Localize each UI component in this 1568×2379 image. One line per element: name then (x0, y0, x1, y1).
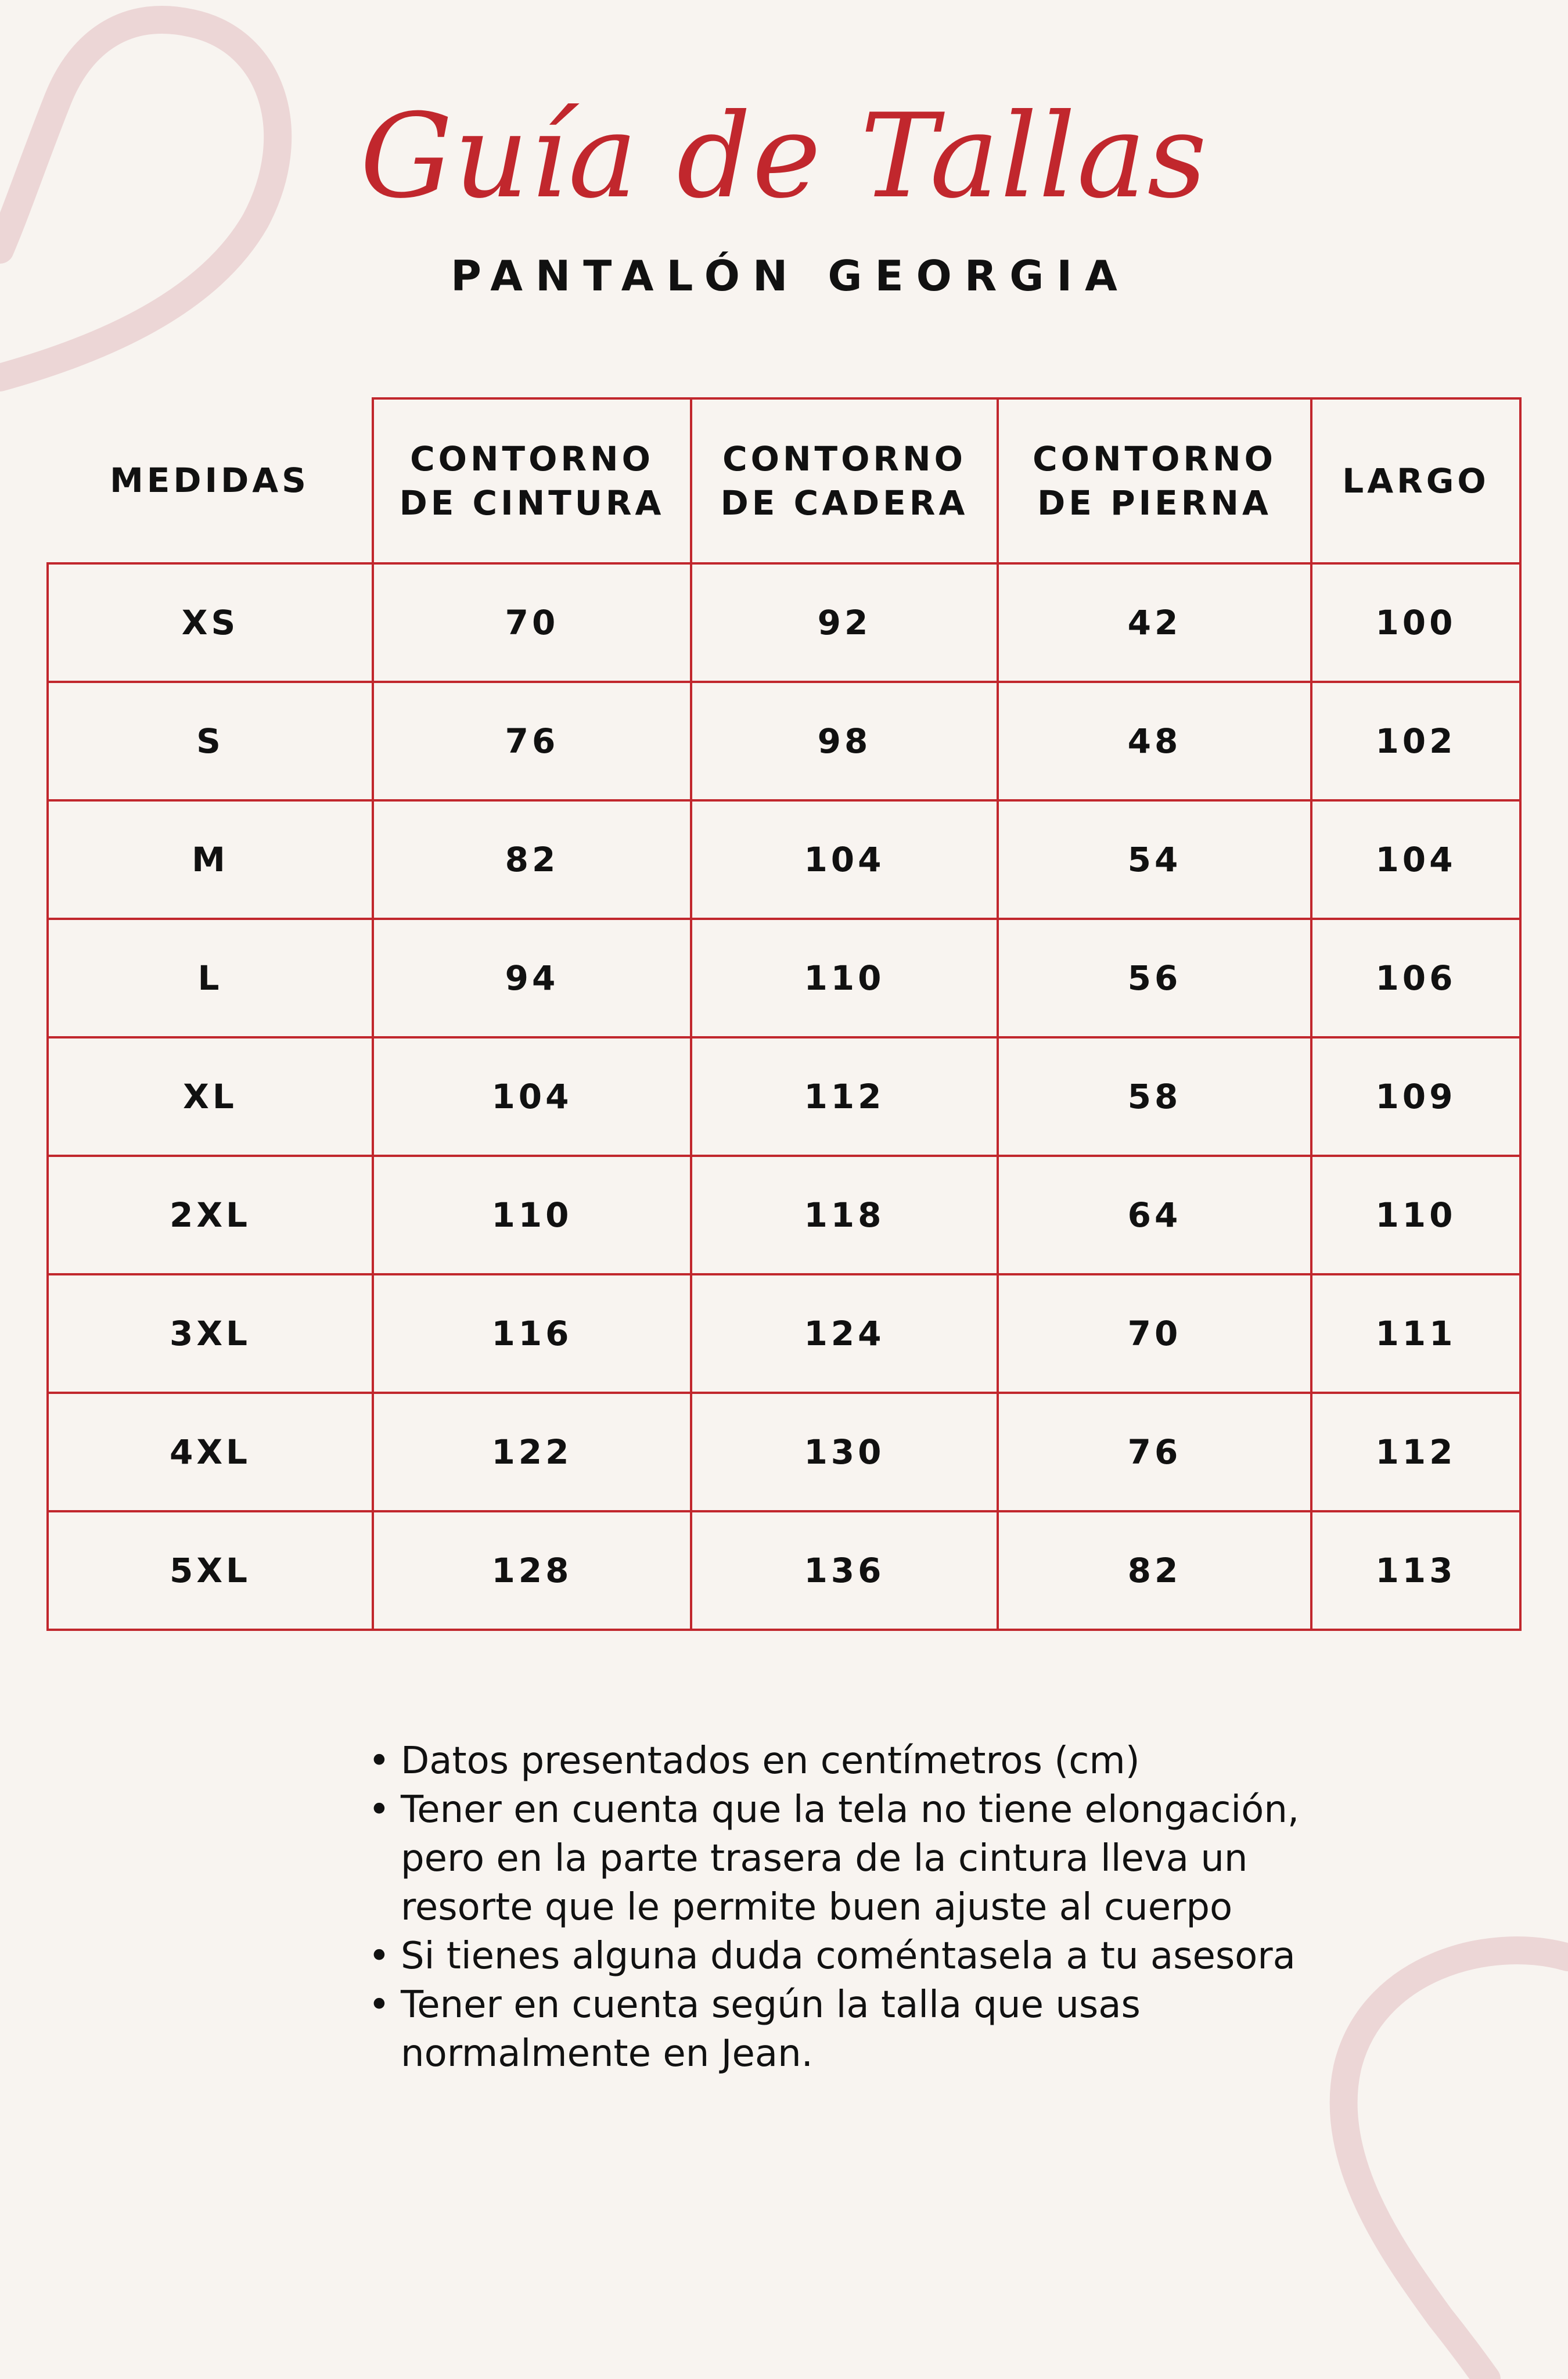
bullet-icon: • (368, 1788, 390, 1831)
size-label: 4XL (48, 1393, 373, 1511)
table-row (48, 563, 1520, 682)
table-cell: 100 (1311, 563, 1520, 682)
table-cell: 102 (1311, 682, 1520, 800)
size-label: 2XL (48, 1156, 373, 1274)
bullet-icon: • (368, 1983, 390, 2026)
size-chart-table (46, 397, 1522, 1631)
size-label: L (48, 919, 373, 1037)
product-name: PANTALÓN GEORGIA (451, 251, 1130, 300)
table-cell: 130 (691, 1393, 998, 1511)
note-item (368, 1737, 1307, 1785)
size-label: XS (48, 563, 373, 682)
table-cell: 104 (1311, 800, 1520, 919)
table-cell: 54 (998, 800, 1311, 919)
note-text: Tener en cuenta que la tela no tiene elongación, pero en la parte trasera de la cintura lleva un resorte que le permite buen ajuste al cuerpo (401, 1788, 1300, 1929)
size-label: 3XL (48, 1274, 373, 1393)
table-cell: 124 (691, 1274, 998, 1393)
table-cell: 82 (998, 1511, 1311, 1630)
table-cell: 76 (998, 1393, 1311, 1511)
table-row (48, 800, 1520, 919)
table-cell: 56 (998, 919, 1311, 1037)
bullet-icon: • (368, 1935, 390, 1978)
table-cell: 76 (373, 682, 691, 800)
table-cell: 94 (373, 919, 691, 1037)
table-cell: 111 (1311, 1274, 1520, 1393)
note-item (368, 1981, 1307, 2078)
table-cell: 118 (691, 1156, 998, 1274)
table-cell: 116 (373, 1274, 691, 1393)
table-cell: 98 (691, 682, 998, 800)
column-header: CONTORNO DE PIERNA (998, 398, 1311, 563)
table-cell: 104 (691, 800, 998, 919)
table-cell: 70 (998, 1274, 1311, 1393)
size-label: S (48, 682, 373, 800)
page-title: Guía de Tallas (359, 89, 1209, 224)
column-header: CONTORNO DE CADERA (691, 398, 998, 563)
table-cell: 109 (1311, 1037, 1520, 1156)
table-row (48, 1274, 1520, 1393)
column-header: MEDIDAS (48, 398, 373, 563)
size-label: 5XL (48, 1511, 373, 1630)
table-row (48, 1037, 1520, 1156)
table-row (48, 1393, 1520, 1511)
table-cell: 112 (1311, 1393, 1520, 1511)
table-row (48, 1156, 1520, 1274)
table-cell: 110 (691, 919, 998, 1037)
note-item (368, 1785, 1307, 1932)
note-text: Datos presentados en centímetros (cm) (401, 1740, 1140, 1783)
table-cell: 110 (373, 1156, 691, 1274)
table-cell: 110 (1311, 1156, 1520, 1274)
note-text: Tener en cuenta según la talla que usas normalmente en Jean. (401, 1983, 1141, 2075)
table-cell: 104 (373, 1037, 691, 1156)
table-cell: 122 (373, 1393, 691, 1511)
notes-list (366, 1737, 1307, 2078)
table-cell: 92 (691, 563, 998, 682)
column-header: LARGO (1311, 398, 1520, 563)
table-cell: 48 (998, 682, 1311, 800)
table-cell: 113 (1311, 1511, 1520, 1630)
table-cell: 106 (1311, 919, 1520, 1037)
note-item (368, 1932, 1307, 1981)
bullet-icon: • (368, 1740, 390, 1783)
table-row (48, 1511, 1520, 1630)
table-cell: 128 (373, 1511, 691, 1630)
size-label: XL (48, 1037, 373, 1156)
table-cell: 112 (691, 1037, 998, 1156)
table-cell: 70 (373, 563, 691, 682)
table-cell: 58 (998, 1037, 1311, 1156)
table-header-row (48, 398, 1520, 563)
note-text: Si tienes alguna duda coméntasela a tu asesora (401, 1935, 1296, 1978)
table-cell: 82 (373, 800, 691, 919)
table-row (48, 682, 1520, 800)
table-row (48, 919, 1520, 1037)
table-cell: 64 (998, 1156, 1311, 1274)
size-label: M (48, 800, 373, 919)
table-cell: 42 (998, 563, 1311, 682)
table-cell: 136 (691, 1511, 998, 1630)
column-header: CONTORNO DE CINTURA (373, 398, 691, 563)
